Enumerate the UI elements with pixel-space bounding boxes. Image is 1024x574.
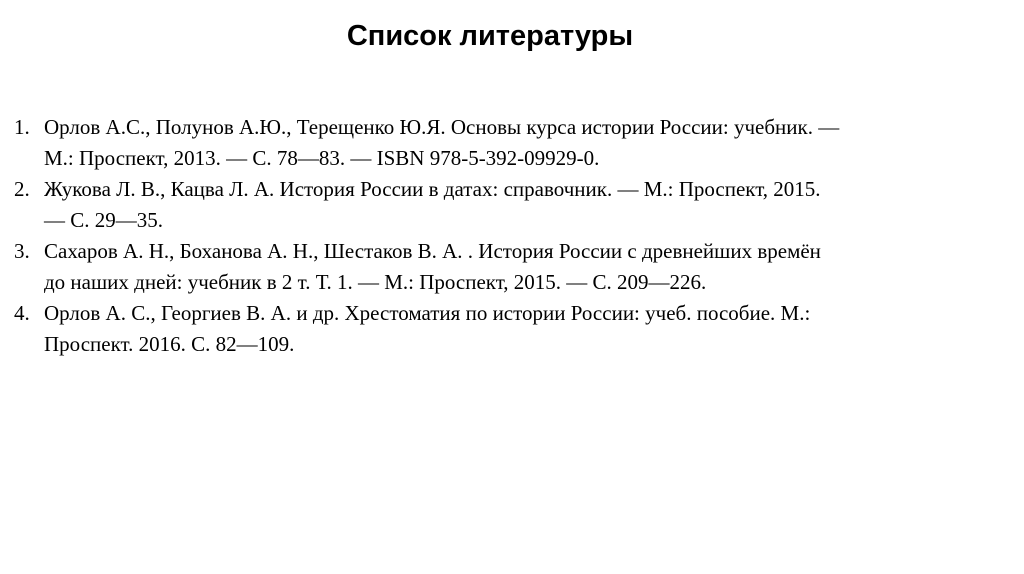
page-title: Список литературы bbox=[346, 20, 634, 52]
list-item-number: 4. bbox=[14, 301, 30, 325]
list-item bbox=[14, 112, 1004, 174]
list-item-text-line: М.: Проспект, 2013. — С. 78—83. — ISBN 978-5-392-09929-0. bbox=[44, 146, 600, 170]
list-item-number: 1. bbox=[14, 115, 30, 139]
list-item bbox=[14, 298, 1004, 360]
list-item-number: 3. bbox=[14, 239, 30, 263]
list-item-text-line: до наших дней: учебник в 2 т. Т. 1. — М.: Проспект, 2015. — С. 209—226. bbox=[44, 270, 707, 294]
list-item bbox=[14, 236, 1004, 298]
list-item bbox=[14, 174, 1004, 236]
reference-list bbox=[14, 112, 1004, 360]
list-item-text-line: Жукова Л. В., Кацва Л. А. История России в датах: справочник. — М.: Проспект, 2015. bbox=[44, 177, 821, 201]
list-item-text-line: Сахаров А. Н., Боханова А. Н., Шестаков В. А. . История России с древнейших времён bbox=[44, 239, 821, 263]
list-item-text-line: Орлов А.С., Полунов А.Ю., Терещенко Ю.Я. Основы курса истории России: учебник. — bbox=[44, 115, 840, 139]
list-item-text-line: — С. 29—35. bbox=[44, 208, 164, 232]
list-item-text-line: Проспект. 2016. С. 82—109. bbox=[44, 332, 295, 356]
list-item-number: 2. bbox=[14, 177, 30, 201]
list-item-text-line: Орлов А. С., Георгиев В. А. и др. Хрестоматия по истории России: учеб. пособие. М.: bbox=[44, 301, 811, 325]
